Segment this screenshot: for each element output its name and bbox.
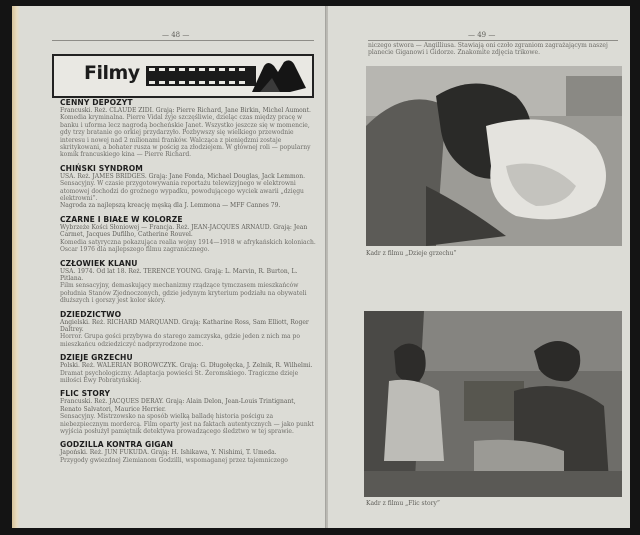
- film-award-note: Nagroda za najlepszą kreację męską dla J. Lemmona — MFF Cannes 79.: [60, 202, 281, 210]
- film-description: Film sensacyjny, demaskujący mechanizmy rządzące tymczasem mieszkańców południa Stanów Zjednoczonych, gdzie jedynym kryterium podziału na obywateli dłuższych i gorszy jest kolor skóry.: [60, 282, 307, 305]
- film-entry: [60, 164, 316, 210]
- film-entry: [60, 215, 316, 254]
- film-title: CZŁOWIEK KLANU: [60, 258, 138, 268]
- magazine-spread: [12, 6, 630, 528]
- film-credits: USA. Reż. JAMES BRIDGES. Grają: Jane Fonda, Michael Douglas, Jack Lemmon.: [60, 172, 306, 180]
- film-title: GODZILLA KONTRA GIGAN: [60, 440, 174, 450]
- page-number: — 49 —: [468, 31, 496, 39]
- film-title: CZARNE I BIAŁE W KOLORZE: [60, 214, 183, 224]
- film-description: Przygody gwiezdnej Ziemianom Godzilli, wspomaganej przez tajemniczego: [60, 456, 288, 464]
- page-rule: [52, 40, 314, 41]
- film-title: DZIEJE GRZECHU: [60, 353, 133, 363]
- film-description: Sensacyjny. Mistrzowsko na sposób wielką balladę historia pościgu za niebezpiecznym mordercą. Film oparty jest na faktach autentycznych — jako punkt wyjścia posłużył pamiętnik detektywa prowadzącego śledztwo w tej sprawie.: [60, 413, 314, 435]
- film-still-image: [366, 66, 622, 246]
- film-entry: [60, 389, 316, 435]
- film-entry: [60, 259, 316, 305]
- film-entry: [60, 98, 316, 159]
- section-banner: [52, 54, 314, 98]
- film-still-photo: [364, 311, 622, 497]
- film-credits: Francuski. Reż. CLAUDE ZIDI. Grają: Pierre Richard, Jane Birkin, Michel Aumont.: [60, 107, 311, 114]
- continued-text: niczego stwora — Angilliusa. Stawiają oni czoło zgraniom zagrażającym naszej planecie Giganowi i Gidorze. Znakomite zdjęcia trikowe.: [368, 42, 608, 57]
- film-reel-graphic: [250, 58, 308, 94]
- film-credits: Japoński. Reż. JUN FUKUDA. Grają: H. Ishikawa, Y. Nishimi, T. Umeda.: [60, 449, 277, 457]
- film-entry: [60, 310, 316, 349]
- photo-caption: Kadr z filmu „Flic story”: [366, 500, 440, 507]
- film-title: CHIŃSKI SYNDROM: [60, 163, 143, 173]
- film-credits: USA. 1974. Od lat 18. Reż. TERENCE YOUNG. Grają: L. Marvin, R. Burton, L. Pitlana.: [60, 267, 298, 282]
- film-credits: Polski. Reż. WALERIAN BOROWCZYK. Grają: G. Długołęcka, J. Zelnik, R. Wilhelmi.: [60, 362, 313, 370]
- film-entry: [60, 440, 316, 464]
- film-listings: [60, 98, 316, 469]
- film-entry: [60, 353, 316, 384]
- film-description: Komedia satyryczna pokazująca realia wojny 1914—1918 w afrykańskich koloniach. Oscar 1976 dla najlepszego filmu zagranicznego.: [60, 238, 316, 254]
- left-page: [12, 6, 326, 528]
- film-credits: Wybrzeże Kości Słoniowej — Francja. Reż. JEAN-JACQUES ARNAUD. Grają: Jean Carmet, Jacques Dufilho, Catherine Rouvel.: [60, 223, 308, 239]
- film-still-image: [364, 311, 622, 497]
- photo-caption: Kadr z filmu „Dzieje grzechu”: [366, 250, 457, 257]
- film-description: Dramat psychologiczny. Adaptacja powieści St. Żeromskiego. Tragiczne dzieje miłości Ewy Pobratyńskiej.: [60, 369, 299, 384]
- film-title: DZIEDZICTWO: [60, 309, 122, 319]
- film-credits: Angielski. Reż. RICHARD MARQUAND. Grają: Katharine Ross, Sam Elliott, Roger Daltrey.: [60, 318, 309, 333]
- film-title: FLIC STORY: [60, 389, 111, 399]
- film-title: CENNY DEPOZYT: [60, 98, 133, 107]
- film-description: Komedia kryminalna. Pierre Vidal żyje szczęśliwie, dzieląc czas między pracę w banku i uforma lecz nagrodą bocheńskie Janet. Wszystko jeszcze się w momencie, gdy trzy bratanie go orkiej przydarzyło. Pozbywszy się wielkiego przewodnie interesu i nowej nad 2 milionami franków. Walcząca z pieniędzmi zostaje skritykowani, a bohater rusza w pościg za złodziejem. W głównej roli — popularny komik francuskiego kina — Pierre Richard.: [60, 114, 311, 159]
- section-title: Filmy: [84, 62, 140, 84]
- page-number: — 48 —: [162, 31, 190, 39]
- film-description: Sensacyjny. W czasie przygotowywania reportażu telewizyjnego w elektrowni atomowej dochodzi do groźnego wypadku, powodującego wyciek awarii „dzięgu elektrowni”.: [60, 180, 304, 203]
- film-description: Horror. Grupa gości przybywa do starego zamczyska, gdzie jeden z nich ma po mieszkańcu odziedziczyć nadprzyrodzone moc.: [60, 333, 300, 348]
- film-still-photo: [366, 66, 622, 246]
- page-rule: [368, 40, 618, 41]
- right-page: [328, 6, 630, 528]
- film-strip-graphic: [146, 66, 256, 86]
- film-credits: Francuski. Reż. JACQUES DERAY. Grają: Alain Delon, Jean-Louis Trintignant, Renato Salvatori, Maurice Herrier.: [60, 398, 296, 413]
- page-edge: [12, 6, 20, 528]
